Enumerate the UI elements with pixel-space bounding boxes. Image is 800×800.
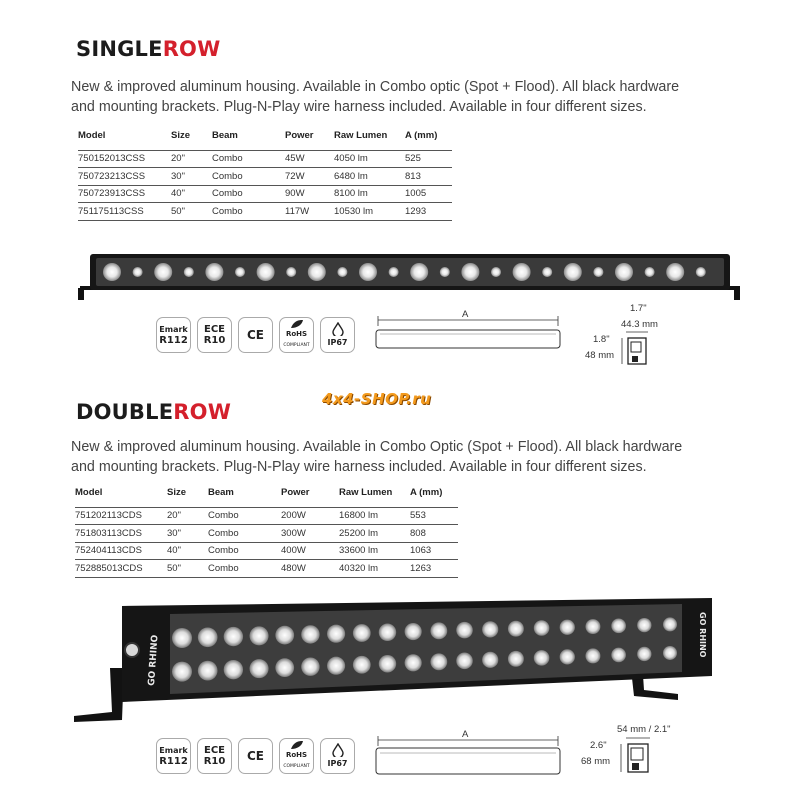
column-header: Size	[171, 130, 191, 142]
led-lens	[308, 263, 326, 281]
led-lens	[440, 267, 450, 277]
table-cell: 4050 lm	[334, 150, 405, 168]
table-cell: 750723213CSS	[78, 168, 171, 186]
table-cell: Combo	[212, 185, 285, 203]
table-cell: 750723913CSS	[78, 185, 171, 203]
table-cell: 117W	[285, 203, 334, 221]
led-lens	[410, 263, 428, 281]
table-cell: Combo	[208, 560, 281, 578]
single-row-side-profile-diagram	[620, 330, 656, 370]
table-row	[78, 168, 452, 186]
rohs-badge-sub: COMPLIANT	[283, 343, 310, 348]
led-lens	[542, 267, 552, 277]
double-row-spec-table	[75, 485, 458, 578]
table-cell: 300W	[281, 525, 339, 543]
table-row	[75, 560, 458, 578]
table-cell: 20"	[171, 150, 212, 168]
single-row-title	[76, 37, 220, 61]
led-lens	[405, 623, 422, 640]
table-cell: 751202113CDS	[75, 507, 167, 525]
table-cell: Combo	[212, 203, 285, 221]
table-cell: Combo	[208, 525, 281, 543]
table-cell: 525	[405, 150, 452, 168]
column-header: Beam	[212, 130, 238, 142]
table-cell: 50"	[167, 560, 208, 578]
column-header: A (mm)	[410, 487, 443, 499]
led-lens	[645, 267, 655, 277]
emark-badge-line-1: Emark	[159, 746, 188, 755]
column-header: Power	[281, 487, 310, 499]
table-cell: 200W	[281, 507, 339, 525]
led-lens	[491, 267, 501, 277]
water-drop-icon	[332, 743, 344, 757]
led-lens	[663, 646, 677, 660]
led-lens	[172, 662, 192, 682]
table-cell: 813	[405, 168, 452, 186]
single-row-spec-table	[78, 128, 452, 221]
ce-badge	[238, 317, 273, 353]
single-row-height-mm: 48 mm	[585, 350, 615, 361]
emark-badge-line-2: R112	[159, 756, 188, 767]
ece-badge	[197, 317, 232, 353]
ce-badge-label: CE	[246, 748, 264, 763]
double-row-brand-text-right: GO RHINO	[698, 612, 707, 658]
single-row-length-label: A	[462, 309, 469, 320]
led-lens	[133, 267, 143, 277]
single-row-length-diagram	[370, 308, 570, 358]
table-cell: Combo	[212, 168, 285, 186]
led-lens	[585, 648, 600, 663]
emark-badge	[156, 317, 191, 353]
table-cell: 1293	[405, 203, 452, 221]
led-lens	[508, 621, 524, 637]
single-row-description-line-1: New & improved aluminum housing. Available in Combo optic (Spot + Flood). All black hardware	[71, 79, 680, 95]
column-header: Beam	[208, 487, 234, 499]
water-drop-icon	[332, 322, 344, 336]
table-cell: 20"	[167, 507, 208, 525]
table-cell: Combo	[212, 150, 285, 168]
led-lens	[337, 267, 347, 277]
table-cell: 808	[410, 525, 458, 543]
led-lens	[198, 661, 218, 681]
table-cell: 400W	[281, 542, 339, 560]
led-lens	[353, 656, 371, 674]
emark-badge-line-2: R112	[159, 335, 188, 346]
double-row-height-mm: 68 mm	[581, 756, 611, 767]
led-lens	[172, 628, 192, 648]
table-header-row	[75, 485, 458, 507]
column-header: A (mm)	[405, 130, 438, 142]
rohs-badge	[279, 738, 314, 774]
leaf-icon	[290, 740, 304, 750]
leaf-icon	[290, 319, 304, 329]
column-header: Model	[78, 130, 106, 142]
double-row-width-label: 54 mm / 2.1"	[617, 724, 671, 735]
led-lens	[611, 648, 626, 663]
table-cell: 40"	[167, 542, 208, 560]
double-row-light-bar-graphic	[70, 598, 730, 730]
double-row-height-inch: 2.6"	[590, 740, 607, 751]
ece-badge-line-1: ECE	[203, 324, 225, 335]
ce-badge-label: CE	[246, 327, 264, 342]
table-cell: 1005	[405, 185, 452, 203]
table-cell: 751803113CDS	[75, 525, 167, 543]
single-row-title-word-2: ROW	[162, 37, 221, 61]
column-header: Raw Lumen	[334, 130, 388, 142]
led-lens	[250, 626, 269, 645]
led-lens	[389, 267, 399, 277]
rohs-badge-label: RoHS	[285, 751, 308, 759]
column-header: Size	[167, 487, 187, 499]
table-cell: 751175113CSS	[78, 203, 171, 221]
table-cell: 50"	[171, 203, 212, 221]
double-row-title-word-1: DOUBLE	[76, 400, 174, 424]
ece-badge	[197, 738, 232, 774]
led-lens	[696, 267, 706, 277]
double-row-description-line-2: and mounting brackets. Plug-N-Play wire harness included. Available in four different sizes.	[71, 459, 647, 475]
double-row-title-word-2: ROW	[173, 400, 232, 424]
table-cell: 480W	[281, 560, 339, 578]
table-cell: 8100 lm	[334, 185, 405, 203]
led-lens	[611, 619, 626, 634]
emark-badge	[156, 738, 191, 774]
ip67-badge	[320, 317, 355, 353]
led-lens	[327, 657, 345, 675]
led-lens	[405, 654, 422, 671]
led-lens	[379, 655, 396, 672]
single-row-width-mm: 44.3 mm	[621, 319, 658, 330]
column-header: Model	[75, 487, 103, 499]
table-row	[75, 542, 458, 560]
table-cell: 90W	[285, 185, 334, 203]
table-cell: 25200 lm	[339, 525, 410, 543]
table-row	[78, 185, 452, 203]
double-row-light-bar-image	[70, 598, 730, 735]
led-lens	[593, 267, 603, 277]
table-cell: 30"	[171, 168, 212, 186]
led-lens	[482, 652, 498, 668]
table-cell: 750152013CSS	[78, 150, 171, 168]
led-lens	[534, 650, 550, 666]
ece-badge-line-1: ECE	[203, 745, 225, 756]
double-row-description-line-1: New & improved aluminum housing. Available in Combo Optic (Spot + Flood). All black hardware	[71, 439, 683, 455]
led-lens	[359, 263, 377, 281]
led-lens	[379, 624, 396, 641]
table-cell: 10530 lm	[334, 203, 405, 221]
table-cell: 45W	[285, 150, 334, 168]
table-cell: 1263	[410, 560, 458, 578]
led-lens	[103, 263, 121, 281]
led-lens	[461, 263, 479, 281]
led-lens	[205, 263, 223, 281]
table-cell: 752404113CDS	[75, 542, 167, 560]
led-lens	[198, 627, 218, 647]
led-lens	[456, 622, 473, 639]
led-lens	[353, 624, 371, 642]
table-cell: 16800 lm	[339, 507, 410, 525]
led-lens	[257, 263, 275, 281]
table-cell: 33600 lm	[339, 542, 410, 560]
led-lens	[615, 263, 633, 281]
led-lens	[534, 620, 550, 636]
single-row-width-inch: 1.7"	[630, 303, 647, 314]
single-row-description-line-2: and mounting brackets. Plug-N-Play wire harness included. Available in four different sizes.	[71, 99, 647, 115]
table-cell: 30"	[167, 525, 208, 543]
led-lens	[224, 660, 243, 679]
led-lens	[224, 627, 243, 646]
table-cell: Combo	[208, 542, 281, 560]
double-row-title	[76, 400, 231, 424]
ip67-badge-label: IP67	[327, 759, 348, 768]
led-lens	[560, 620, 575, 635]
led-lens	[482, 621, 498, 637]
table-header-row	[78, 128, 452, 150]
led-lens	[275, 658, 294, 677]
table-cell: 40"	[171, 185, 212, 203]
rohs-badge	[279, 317, 314, 353]
led-lens	[508, 651, 524, 667]
led-lens	[250, 659, 269, 678]
table-row	[78, 150, 452, 168]
table-cell: Combo	[208, 507, 281, 525]
led-lens	[637, 618, 651, 632]
rohs-badge-label: RoHS	[285, 330, 308, 338]
rohs-badge-sub: COMPLIANT	[283, 764, 310, 769]
led-lens	[301, 657, 319, 675]
led-lens	[663, 617, 677, 631]
led-lens	[430, 653, 447, 670]
double-row-length-label: A	[462, 729, 469, 740]
column-header: Power	[285, 130, 314, 142]
led-lens	[275, 626, 294, 645]
table-cell: 72W	[285, 168, 334, 186]
led-lens	[430, 622, 447, 639]
table-cell: 40320 lm	[339, 560, 410, 578]
led-lens	[564, 263, 582, 281]
double-row-description	[71, 437, 771, 477]
shop-watermark-logo: 4x4-SHOP.ru	[322, 390, 432, 408]
table-row	[75, 525, 458, 543]
single-row-height-inch: 1.8"	[593, 334, 610, 345]
double-row-side-profile-diagram	[618, 736, 658, 778]
single-row-title-word-1: SINGLE	[76, 37, 163, 61]
ece-badge-line-2: R10	[203, 335, 226, 346]
emark-badge-line-1: Emark	[159, 325, 188, 334]
ip67-badge-label: IP67	[327, 338, 348, 347]
ip67-badge	[320, 738, 355, 774]
led-lens	[286, 267, 296, 277]
led-lens	[560, 649, 575, 664]
led-lens	[235, 267, 245, 277]
table-cell: 553	[410, 507, 458, 525]
led-lens	[301, 625, 319, 643]
ece-badge-line-2: R10	[203, 756, 226, 767]
led-lens	[154, 263, 172, 281]
led-lens	[184, 267, 194, 277]
led-lens	[513, 263, 531, 281]
double-row-brand-text-left: GO RHINO	[147, 634, 161, 687]
table-row	[75, 507, 458, 525]
column-header: Raw Lumen	[339, 487, 393, 499]
table-cell: 752885013CDS	[75, 560, 167, 578]
led-lens	[327, 625, 345, 643]
single-row-light-bar-image	[70, 250, 750, 311]
led-lens	[666, 263, 684, 281]
double-row-certifications	[156, 738, 355, 774]
table-row	[78, 203, 452, 221]
double-row-length-diagram	[370, 730, 570, 780]
single-row-certifications	[156, 317, 355, 353]
ce-badge	[238, 738, 273, 774]
led-lens	[456, 653, 473, 670]
led-lens	[585, 619, 600, 634]
single-row-description	[71, 77, 771, 117]
table-cell: 6480 lm	[334, 168, 405, 186]
single-row-light-bar-graphic	[70, 250, 750, 306]
led-lens	[637, 647, 651, 661]
table-cell: 1063	[410, 542, 458, 560]
